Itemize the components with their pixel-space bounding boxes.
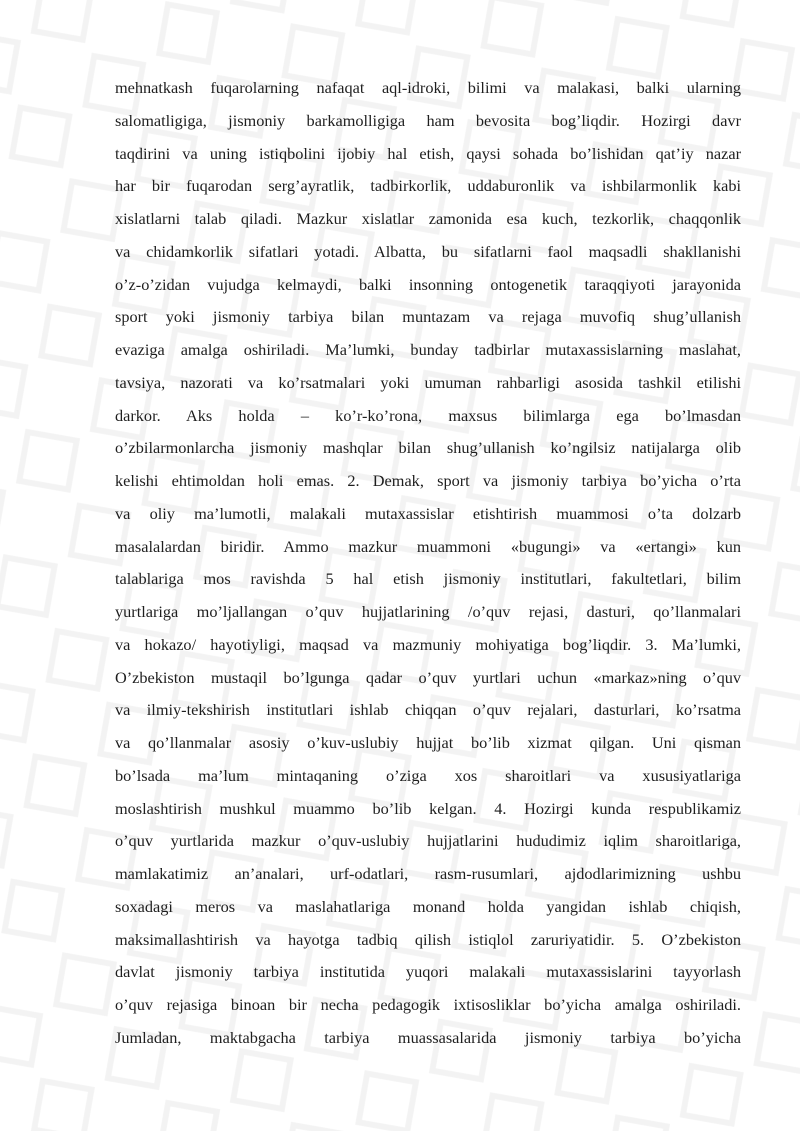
- body-text: [115, 72, 741, 1055]
- text-line: sport yoki jismoniy tarbiya bilan muntazam va rejaga muvofiq shug’ullanish: [115, 307, 741, 327]
- text-line: masalalardan biridir. Ammo mazkur muammoni «bugungi» va «ertangi» kun: [115, 536, 741, 556]
- text-line: va chidamkorlik sifatlari yotadi. Albatta, bu sifatlarni faol maqsadli shakllanishi: [115, 241, 741, 261]
- text-line: o’quv rejasiga binoan bir necha pedagogik ixtisosliklar bo’yicha amalga oshiriladi.: [115, 995, 741, 1014]
- text-line: O’zbekiston mustaqil bo’lgunga qadar o’quv yurtlari uchun «markaz»ning o’quv: [115, 667, 741, 687]
- text-line: kelishi ehtimoldan holi emas. 2. Demak, sport va jismoniy tarbiya bo’yicha o’rta: [115, 471, 741, 490]
- text-line: mehnatkash fuqarolarning nafaqat aql-idroki, bilimi va malakasi, balki ularning: [115, 78, 741, 97]
- text-line: Jumladan, maktabgacha tarbiya muassasalarida jismoniy tarbiya bo’yicha: [115, 1027, 741, 1047]
- text-line: tavsiya, nazorati va ko’rsatmalari yoki umuman rahbarligi asosida tashkil etilishi: [115, 372, 741, 392]
- text-line: salomatligiga, jismoniy barkamolligiga ham bevosita bog’liqdir. Hozirgi davr: [115, 110, 741, 130]
- text-line: va hokazo/ hayotiyligi, maqsad va mazmuniy mohiyatiga bog’liqdir. 3. Ma’lumki,: [115, 634, 741, 654]
- text-line: va qo’llanmalar asosiy o’kuv-uslubiy hujjat bo’lib xizmat qilgan. Uni qisman: [115, 733, 741, 752]
- text-line: darkor. Aks holda – ko’r-ko’rona, maxsus bilimlarga ega bo’lmasdan: [115, 405, 741, 425]
- text-line: o’quv yurtlarida mazkur o’quv-uslubiy hujjatlarini hududimiz iqlim sharoitlariga,: [115, 831, 741, 851]
- text-line: bo’lsada ma’lum mintaqaning o’ziga xos sharoitlari va xususiyatlariga: [115, 765, 741, 785]
- text-line: evaziga amalga oshiriladi. Ma’lumki, bunday tadbirlar mutaxassislarning maslahat,: [115, 340, 741, 359]
- text-line: taqdirini va uning istiqbolini ijobiy hal etish, qaysi sohada bo’lishidan qat’iy nazar: [115, 143, 741, 163]
- text-line: soxadagi meros va maslahatlariga monand holda yangidan ishlab chiqish,: [115, 896, 741, 916]
- text-line: o’z-o’zidan vujudga kelmaydi, balki insonning ontogenetik taraqqiyoti jarayonida: [115, 274, 741, 294]
- text-line: va oliy ma’lumotli, malakali mutaxassislar etishtirish muammosi o’ta dolzarb: [115, 503, 741, 523]
- text-line: mamlakatimiz an’analari, urf-odatlari, rasm-rusumlari, ajdodlarimizning ushbu: [115, 864, 741, 883]
- text-line: davlat jismoniy tarbiya institutida yuqori malakali mutaxassislarini tayyorlash: [115, 962, 741, 982]
- text-line: moslashtirish mushkul muammo bo’lib kelgan. 4. Hozirgi kunda respublikamiz: [115, 798, 741, 818]
- text-line: talablariga mos ravishda 5 hal etish jismoniy institutlari, fakultetlari, bilim: [115, 569, 741, 589]
- text-line: har bir fuqarodan serg’ayratlik, tadbirkorlik, uddaburonlik va ishbilarmonlik kabi: [115, 176, 741, 196]
- text-line: maksimallashtirish va hayotga tadbiq qilish istiqlol zaruriyatidir. 5. O’zbekiston: [115, 929, 741, 949]
- text-line: yurtlariga mo’ljallangan o’quv hujjatlarining /o’quv rejasi, dasturi, qo’llanmalari: [115, 602, 741, 621]
- text-line: xislatlarni talab qiladi. Mazkur xislatlar zamonida esa kuch, tezkorlik, chaqqonlik: [115, 209, 741, 228]
- text-line: va ilmiy-tekshirish institutlari ishlab chiqqan o’quv rejalari, dasturlari, ko’rsatma: [115, 700, 741, 720]
- text-line: o’zbilarmonlarcha jismoniy mashqlar bilan shug’ullanish ko’ngilsiz natijalarga olib: [115, 438, 741, 458]
